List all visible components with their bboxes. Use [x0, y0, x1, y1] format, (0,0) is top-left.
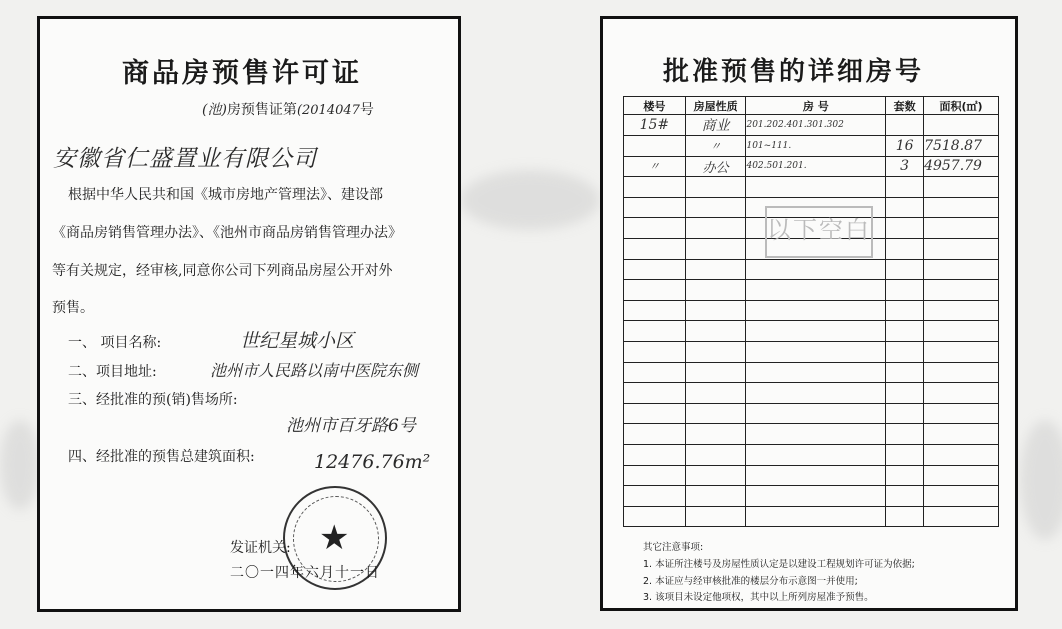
note-2: 2. 本证应与经审核批准的楼层分布示意图一并使用; — [643, 576, 858, 587]
notes-title: 其它注意事项: — [643, 542, 704, 553]
company-name: 安徽省仁盛置业有限公司 — [53, 146, 317, 172]
project-address-value: 池州市人民路以南中医院东侧 — [210, 361, 419, 380]
blank-below-stamp: 以下空白 — [765, 206, 873, 258]
cell-type: 〃 — [685, 136, 746, 157]
cell-type: 商业 — [685, 115, 746, 136]
table-row — [624, 424, 999, 445]
permit-title: 商品房预售许可证 — [122, 58, 362, 89]
table-row — [624, 383, 999, 404]
col-header-type: 房屋性质 — [685, 97, 746, 115]
table-row — [624, 486, 999, 507]
note-3: 3. 该项目未设定他项权，其中以上所列房屋准予预售。 — [643, 592, 874, 603]
scan-smudge — [460, 170, 600, 230]
para-line-3: 等有关规定，经审核,同意你公司下列商品房屋公开对外 — [52, 263, 393, 279]
room-list-title: 批准预售的详细房号 — [663, 57, 925, 87]
cert-mid: 房预售证第 — [226, 102, 297, 118]
sales-place-label: 三、经批准的预(销)售场所: — [68, 392, 238, 408]
cell-rooms: 101~111. — [746, 136, 886, 157]
col-header-rooms: 房 号 — [746, 97, 886, 115]
cell-building: 15# — [624, 115, 686, 136]
cell-type: 办公 — [685, 156, 746, 177]
cert-number-line — [202, 99, 374, 119]
cell-area: 7518.87 — [924, 136, 999, 157]
cell-rooms: 402.501.201. — [746, 156, 886, 177]
scan-smudge — [0, 420, 40, 510]
cell-area — [924, 115, 999, 136]
cell-building — [624, 136, 686, 157]
col-header-count: 套数 — [886, 97, 924, 115]
para-line-1: 根据中华人民共和国《城市房地产管理法》、建设部 — [68, 187, 383, 203]
seal-star-icon: ★ — [319, 518, 350, 558]
table-header-row — [624, 97, 999, 115]
cert-prefix: (池) — [202, 102, 227, 118]
issuer-label: 发证机关: — [230, 540, 291, 556]
col-header-building: 楼号 — [624, 97, 686, 115]
table-row — [624, 321, 999, 342]
cell-area: 4957.79 — [924, 156, 999, 177]
note-1: 1. 本证所注楼号及房屋性质认定是以建设工程规划许可证为依据; — [643, 559, 915, 570]
table-row — [624, 465, 999, 486]
table-row — [624, 341, 999, 362]
table-row — [624, 259, 999, 280]
cell-count: 16 — [886, 136, 924, 157]
table-row — [624, 156, 999, 177]
table-row — [624, 506, 999, 527]
table-row — [624, 444, 999, 465]
table-row — [624, 300, 999, 321]
col-header-area: 面积(㎡) — [924, 97, 999, 115]
para-line-4: 预售。 — [52, 300, 94, 316]
project-name-label: 一、 项目名称: — [68, 335, 162, 351]
table-row — [624, 403, 999, 424]
para-line-2: 《商品房销售管理办法》、《池州市商品房销售管理办法》 — [52, 225, 402, 241]
cell-count — [886, 115, 924, 136]
table-row — [624, 115, 999, 136]
room-table — [623, 96, 999, 527]
table-row — [624, 136, 999, 157]
room-list-page — [600, 16, 1018, 611]
scan-smudge — [1020, 420, 1062, 540]
presale-permit-page — [37, 16, 461, 612]
cert-suffix: 号 — [359, 102, 374, 118]
total-area-label: 四、经批准的预售总建筑面积: — [68, 449, 255, 465]
project-address-label: 二、项目地址: — [68, 364, 157, 380]
issue-date: 二〇一四年六月十一日 — [230, 565, 380, 581]
table-row — [624, 280, 999, 301]
table-row — [624, 362, 999, 383]
cell-count: 3 — [886, 156, 924, 177]
cell-building: 〃 — [624, 156, 686, 177]
table-row — [624, 177, 999, 198]
project-name-value: 世纪星城小区 — [240, 330, 355, 352]
total-area-value: 12476.76m² — [314, 451, 431, 473]
sales-place-value: 池州市百牙路6号 — [286, 416, 416, 436]
cell-rooms: 201.202.401.301.302 — [746, 115, 886, 136]
cert-number: (2014047 — [296, 103, 360, 118]
